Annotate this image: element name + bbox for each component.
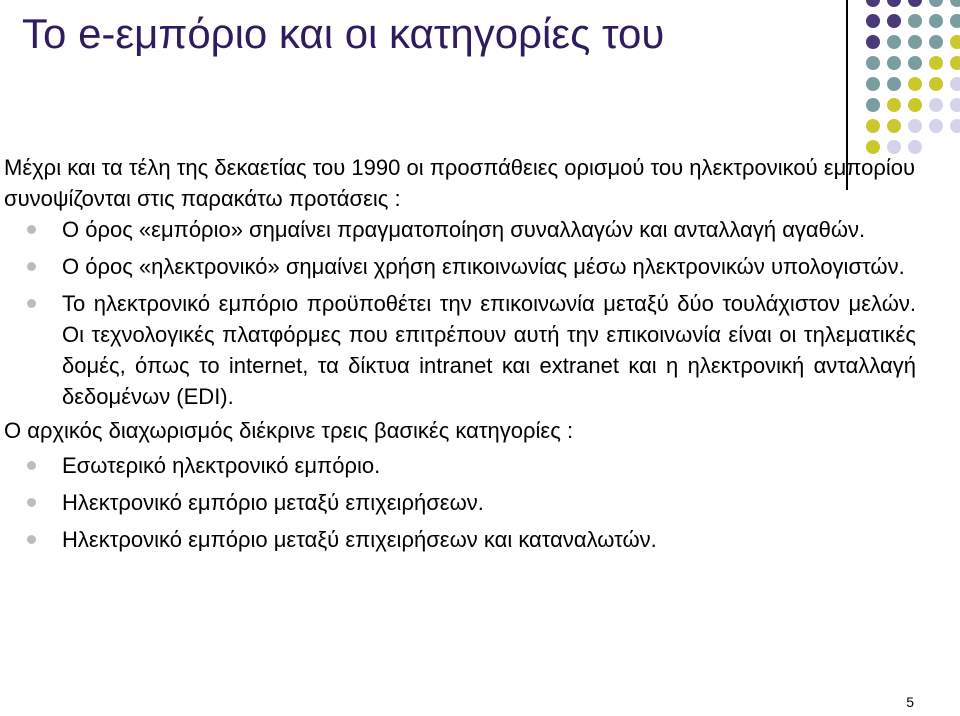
decor-dot [950, 35, 960, 49]
page-number: 5 [906, 694, 914, 710]
bullet-dot [27, 262, 36, 271]
bullet-item [0, 251, 916, 282]
bullet-text: Το ηλεκτρονικό εμπόριο προϋποθέτει την επικοινωνία μεταξύ δύο τουλάχιστον μελών. Οι τεχνολογικές πλατφόρμες που επιτρέπουν αυτή την επικοινωνία είναι οι τηλεματικές δομές, όπως το internet, τα δίκτυα intranet και extranet και η ηλεκτρονική ανταλλαγή δεδομένων (EDI). [62, 291, 916, 409]
bullet-text: Ηλεκτρονικό εμπόριο μεταξύ επιχειρήσεων. [62, 490, 484, 515]
bullet-dot [27, 225, 36, 234]
decor-dot [950, 119, 960, 133]
bullet-dot [27, 498, 36, 507]
decor-dot [908, 119, 922, 133]
decor-dot [929, 35, 943, 49]
decor-dot [929, 77, 943, 91]
decor-dot [908, 35, 922, 49]
decor-dot [887, 14, 901, 28]
classification-paragraph: Ο αρχικός διαχωρισμός διέκρινε τρεις βασικές κατηγορίες : [4, 418, 574, 443]
decor-dot [866, 35, 880, 49]
bullet-item [0, 450, 916, 481]
decor-dot [929, 56, 943, 70]
decor-dot [908, 14, 922, 28]
decor-dot [887, 77, 901, 91]
bullet-text: Ο όρος «ηλεκτρονικό» σημαίνει χρήση επικοινωνίας μέσω ηλεκτρονικών υπολογιστών. [62, 254, 905, 279]
slide-body [0, 152, 916, 555]
intro-paragraph: Μέχρι και τα τέλη της δεκαετίας του 1990 οι προσπάθειες ορισμού του ηλεκτρονικού εμπορίου συνοψίζονται στις παρακάτω προτάσεις : [4, 155, 916, 211]
bullet-item [0, 214, 916, 245]
decor-dot [866, 56, 880, 70]
decor-dot [866, 77, 880, 91]
slide-title: Το e-εμπόριο και οι κατηγορίες του [22, 10, 665, 57]
bullet-text: Ηλεκτρονικό εμπόριο μεταξύ επιχειρήσεων και καταναλωτών. [62, 527, 657, 552]
bullet-text: Εσωτερικό ηλεκτρονικό εμπόριο. [62, 453, 381, 478]
decor-dot [908, 98, 922, 112]
bullet-dot [27, 299, 36, 308]
decor-dot [866, 119, 880, 133]
decor-dot [887, 119, 901, 133]
decor-dot [929, 0, 943, 7]
bullet-dot [27, 461, 36, 470]
decor-dot [866, 98, 880, 112]
decor-dot [950, 77, 960, 91]
decor-dot [929, 14, 943, 28]
decor-dot [887, 98, 901, 112]
decor-dot [950, 98, 960, 112]
decor-dot [908, 0, 922, 7]
decor-dot [929, 98, 943, 112]
bullet-dot [27, 535, 36, 544]
bullet-item [0, 288, 916, 412]
decor-dot [929, 119, 943, 133]
bullet-item [0, 487, 916, 518]
bullet-item [0, 524, 916, 555]
bullet-text: Ο όρος «εμπόριο» σημαίνει πραγματοποίηση συναλλαγών και ανταλλαγή αγαθών. [62, 217, 866, 242]
decor-dot [887, 0, 901, 7]
decor-dot [866, 0, 880, 7]
decor-dot [866, 14, 880, 28]
decor-dot [950, 0, 960, 7]
decor-dot [908, 56, 922, 70]
decor-dot [908, 77, 922, 91]
decor-dot [950, 56, 960, 70]
decorative-dot-grid [862, 0, 960, 150]
decor-dot [950, 14, 960, 28]
decor-dot [887, 56, 901, 70]
decor-dot [887, 35, 901, 49]
